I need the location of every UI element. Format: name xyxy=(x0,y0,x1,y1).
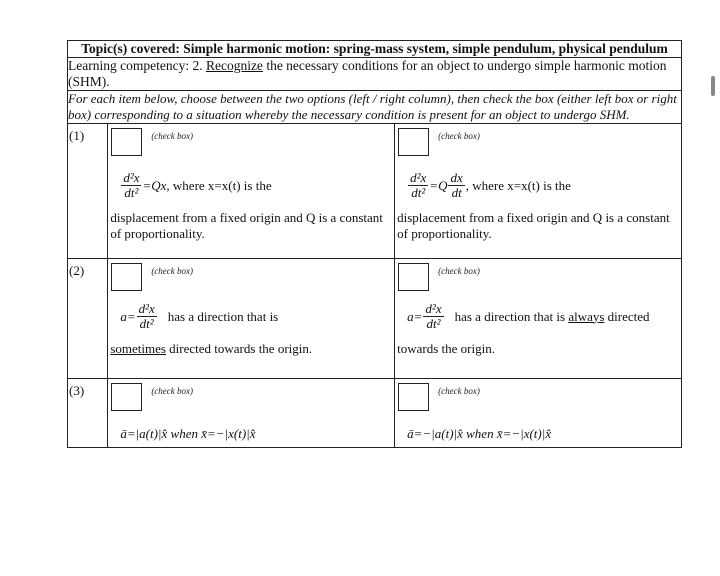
option-left-2 xyxy=(108,259,395,379)
item-row-3 xyxy=(68,379,682,448)
checkbox-left-3[interactable] xyxy=(111,383,142,411)
description-right-1: displacement from a fixed origin and Q is a constant of proportionality. xyxy=(397,210,670,241)
eq-after-b: directed xyxy=(604,308,650,324)
eq-after-keyword: always xyxy=(568,308,605,324)
checkbox-left-1[interactable] xyxy=(111,128,142,156)
equation-left-3: ā=|a(t)|x̂ when x̄=−|x(t)|x̂ xyxy=(120,426,256,441)
item-number: (1) xyxy=(68,124,108,259)
instructions xyxy=(68,91,682,124)
checkbox-label: (check box) xyxy=(151,131,194,141)
topic-heading xyxy=(68,41,682,58)
checkbox-label: (check box) xyxy=(438,266,480,276)
item-number: (2) xyxy=(68,259,108,379)
eq-numerator: d²x xyxy=(123,170,140,185)
eq-denominator: dt² xyxy=(124,185,139,200)
learning-competency xyxy=(68,58,682,91)
competency-prefix: Learning competency: 2. xyxy=(68,58,206,73)
eq-denominator-2: dt xyxy=(451,185,462,200)
option-right-2 xyxy=(395,259,682,379)
checkbox-label: (check box) xyxy=(151,386,194,396)
eq-denominator: dt² xyxy=(426,316,441,331)
checkbox-label: (check box) xyxy=(151,266,194,276)
scrollbar-thumb[interactable] xyxy=(711,76,715,96)
item-row-2 xyxy=(68,259,682,379)
equation-left-2 xyxy=(120,302,278,331)
worksheet-table xyxy=(67,40,682,448)
instructions-text: For each item below, choose between the two options (left / right column), then check the box (either left box or right box) corresponding to a situation whereby the necessary condition is present for an object to undergo SHM. xyxy=(68,91,677,122)
option-right-1 xyxy=(395,124,682,259)
option-right-3 xyxy=(395,379,682,448)
eq-lhs: a= xyxy=(407,308,423,324)
equation-right-1 xyxy=(407,171,571,200)
equation-right-3: ā=−|a(t)|x̂ when x̄=−|x(t)|x̂ xyxy=(407,426,552,441)
eq-numerator: d²x xyxy=(425,301,442,316)
competency-keyword: Recognize xyxy=(205,58,263,73)
equation-left-1 xyxy=(120,171,271,200)
eq-numerator: d²x xyxy=(138,301,155,316)
eq-denominator: dt² xyxy=(139,316,154,331)
competency-suffix: the necessary conditions for an object to undergo simple harmonic motion (SHM). xyxy=(68,58,667,89)
description-left-2 xyxy=(110,341,388,357)
checkbox-right-2[interactable] xyxy=(398,263,429,291)
eq-numerator-2: dx xyxy=(450,170,463,185)
eq-where: , where x=x(t) is the xyxy=(465,177,571,193)
eq-rhs: =Qx xyxy=(142,177,167,193)
desc-rest: directed towards the origin. xyxy=(165,341,313,356)
equation-right-2 xyxy=(407,302,649,331)
description-left-1: displacement from a fixed origin and Q is a constant of proportionality. xyxy=(110,210,383,241)
item-row-1 xyxy=(68,124,682,259)
topic-text: Topic(s) covered: Simple harmonic motion: spring-mass system, simple pendulum, physical pendulum xyxy=(81,41,668,56)
option-left-3 xyxy=(108,379,395,448)
eq-mid: =Q xyxy=(429,177,448,193)
desc-keyword: sometimes xyxy=(110,341,166,356)
eq-where: , where x=x(t) is the xyxy=(166,177,272,193)
option-left-1 xyxy=(108,124,395,259)
item-number: (3) xyxy=(68,379,108,448)
description-right-2: towards the origin. xyxy=(397,341,495,356)
eq-lhs: a= xyxy=(120,308,136,324)
eq-after: has a direction that is xyxy=(167,308,279,324)
eq-after-a: has a direction that is xyxy=(454,308,569,324)
checkbox-left-2[interactable] xyxy=(111,263,142,291)
eq-after xyxy=(455,309,650,325)
checkbox-label: (check box) xyxy=(438,386,480,396)
checkbox-right-3[interactable] xyxy=(398,383,429,411)
eq-denominator: dt² xyxy=(411,185,426,200)
eq-numerator: d²x xyxy=(410,170,427,185)
checkbox-label: (check box) xyxy=(438,131,480,141)
checkbox-right-1[interactable] xyxy=(398,128,429,156)
